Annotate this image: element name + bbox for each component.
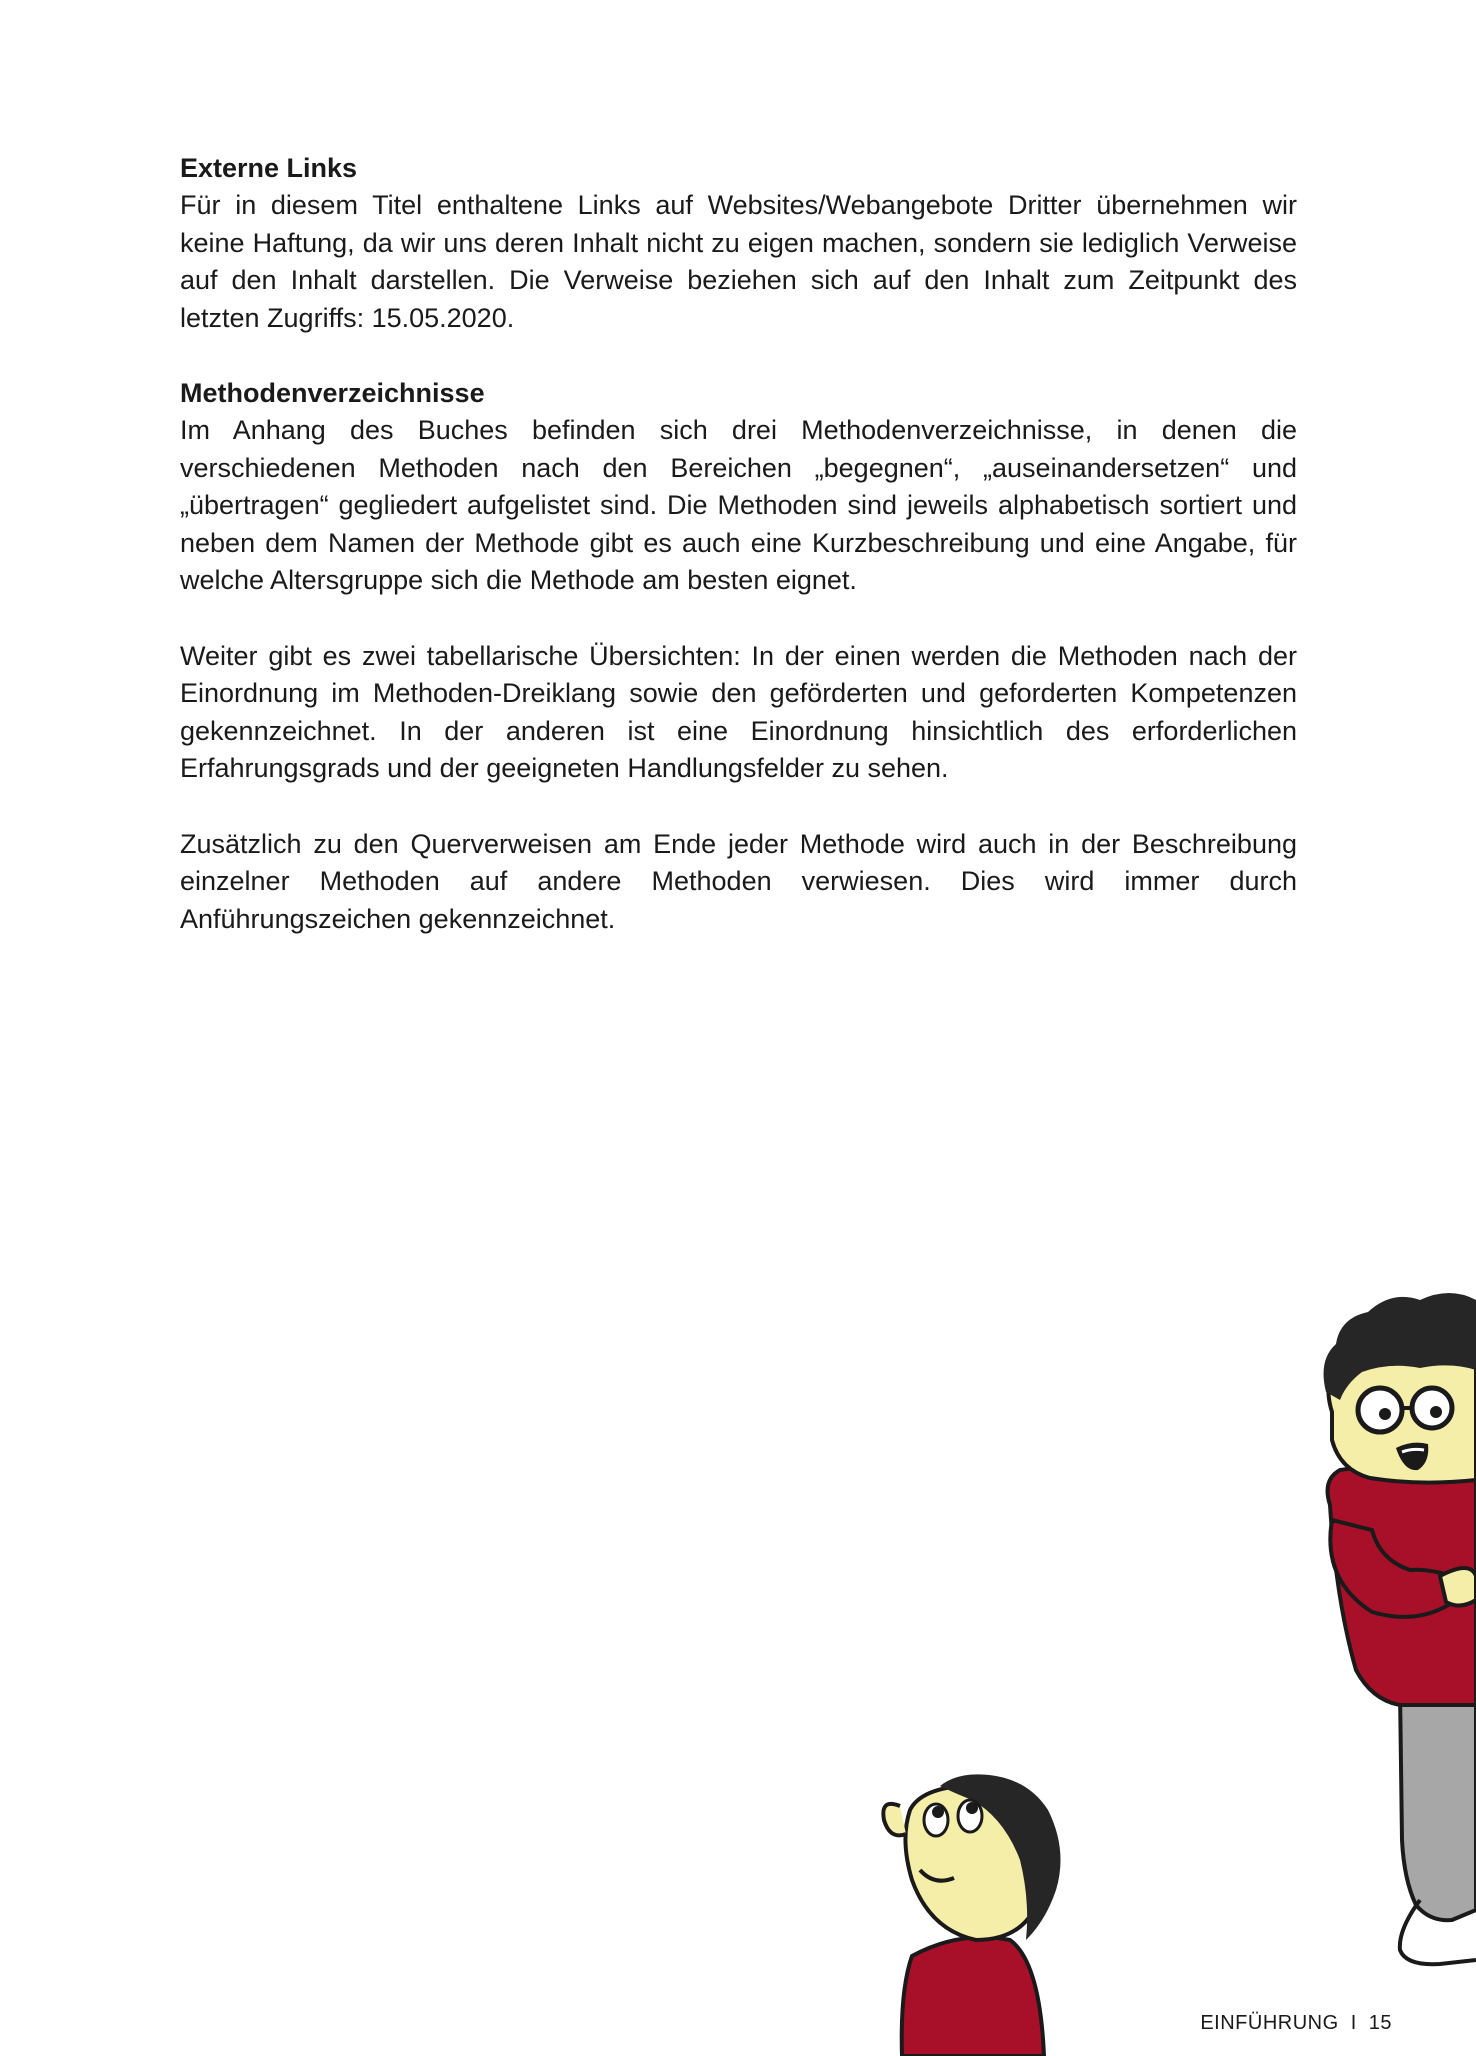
man-foot bbox=[1400, 1900, 1476, 1964]
boy-hair bbox=[940, 1774, 1061, 1940]
boy-head bbox=[905, 1786, 1039, 1940]
heading-methodenverzeichnisse: Methodenverzeichnisse bbox=[180, 378, 485, 408]
man-pants bbox=[1400, 1690, 1476, 1920]
footer-separator: I bbox=[1350, 2012, 1357, 2034]
page-number: 15 bbox=[1368, 2012, 1392, 2034]
section-externe-links bbox=[180, 150, 1297, 337]
footer-chapter: EINFÜHRUNG bbox=[1200, 2012, 1339, 2034]
cartoon-man-with-glasses bbox=[1324, 1293, 1476, 1964]
boy-ear bbox=[883, 1804, 906, 1836]
cartoon-boy-looking-up bbox=[883, 1774, 1060, 2056]
man-glasses-left bbox=[1358, 1388, 1402, 1432]
man-shirt bbox=[1328, 1450, 1476, 1705]
paragraph: Im Anhang des Buches befinden sich drei Methodenverzeichnisse, in denen die verschiedenen Methoden nach den Bereichen „begegnen“, „auseinandersetzen“ und „übertragen“ gegliedert aufgelistet sind. Die Methoden sind jeweils alphabetisch sortiert und neben dem Namen der Methode gibt es auch eine Kurzbeschreibung und eine Angabe, für welche Altersgruppe sich die Methode am besten eignet. bbox=[180, 415, 1297, 595]
page-footer bbox=[1200, 2012, 1392, 2035]
paragraph: Weiter gibt es zwei tabellarische Übersichten: In der einen werden die Methoden nach der Einordnung im Methoden-Dreiklang sowie den geförderten und geforderten Kompetenzen gekennzeichnet. In der anderen ist eine Einordnung hinsichtlich des erforderlichen Erfahrungsgrads und der geeigneten Handlungsfelder zu sehen. bbox=[180, 640, 1297, 783]
man-glasses-right bbox=[1412, 1388, 1452, 1428]
section-methodenverzeichnisse bbox=[180, 375, 1297, 938]
heading-externe-links: Externe Links bbox=[180, 153, 358, 183]
boy-shirt bbox=[902, 1937, 1044, 2056]
man-arm bbox=[1330, 1520, 1466, 1617]
man-head bbox=[1328, 1345, 1476, 1483]
boy-eye-right bbox=[958, 1800, 982, 1832]
paragraph: Zusätzlich zu den Querverweisen am Ende jeder Methode wird auch in der Beschreibung einzelner Methoden auf andere Methoden verwiesen. Dies wird immer durch Anführungszeichen gekennzeichnet. bbox=[180, 828, 1297, 934]
man-mouth bbox=[1396, 1443, 1428, 1470]
man-hair bbox=[1324, 1293, 1476, 1400]
page-content bbox=[180, 150, 1297, 976]
boy-eye-left bbox=[924, 1804, 948, 1836]
paragraph: Für in diesem Titel enthaltene Links auf Websites/Webangebote Dritter übernehmen wir keine Haftung, da wir uns deren Inhalt nicht zu eigen machen, sondern sie lediglich Verweise auf den Inhalt darstellen. Die Verweise beziehen sich auf den Inhalt zum Zeitpunkt des letzten Zugriffs: 15.05.2020. bbox=[180, 190, 1297, 333]
man-hand bbox=[1440, 1568, 1476, 1606]
boy-mouth bbox=[920, 1870, 954, 1881]
